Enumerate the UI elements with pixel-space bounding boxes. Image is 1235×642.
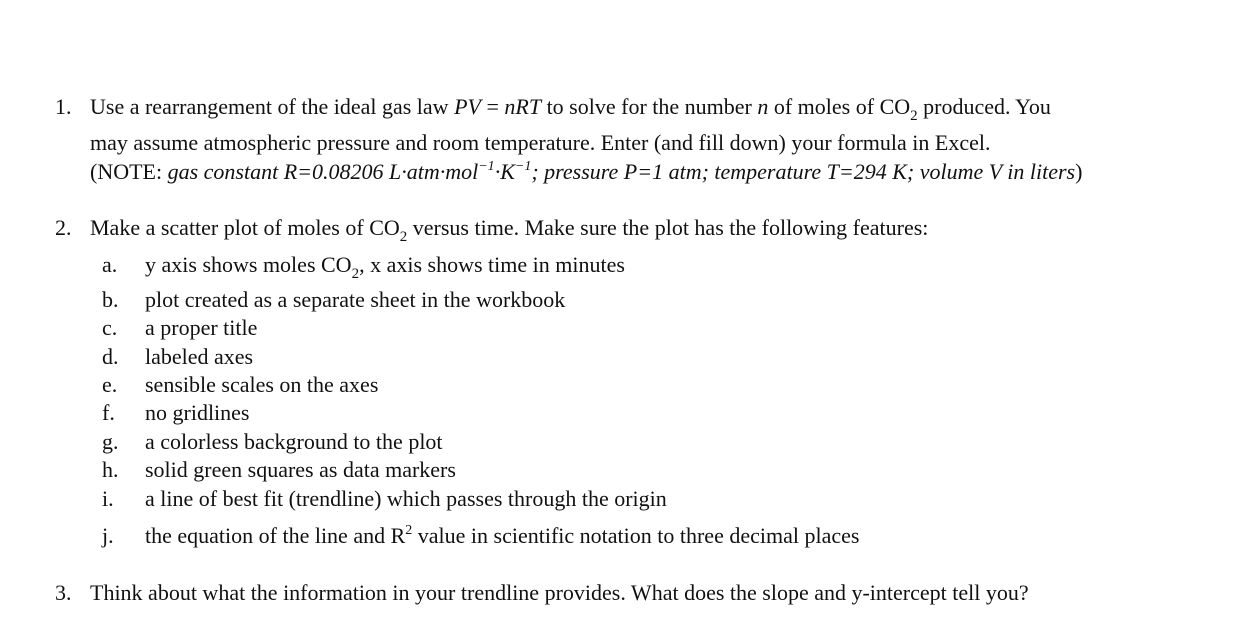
list-item: a colorless background to the plot — [145, 429, 443, 454]
q1-co2-subscript: 2 — [910, 108, 918, 124]
q1-text-a: Use a rearrangement of the ideal gas law — [90, 94, 455, 119]
question-2-line — [90, 215, 929, 245]
list-item-text: y axis shows moles CO — [145, 252, 352, 277]
question-2-number: 2. — [55, 215, 72, 240]
list-item-text: the equation of the line and R — [145, 523, 406, 548]
q1-note-k-exponent: −1 — [514, 159, 532, 174]
list-item-letter: d. — [102, 344, 119, 369]
list-item-text: , x axis shows time in minutes — [359, 252, 625, 277]
q1-n: n — [757, 94, 769, 119]
question-1-line-2: may assume atmospheric pressure and room temperature. Enter (and fill down) your formula in Excel. — [90, 130, 991, 155]
question-1-line-3 — [90, 159, 1082, 185]
list-item — [145, 523, 859, 549]
q1-equals: = — [480, 94, 505, 119]
q1-note-open: (NOTE: — [90, 159, 168, 184]
question-1-line-1 — [90, 94, 1051, 124]
list-item-letter: b. — [102, 287, 119, 312]
list-item: solid green squares as data markers — [145, 457, 456, 482]
q1-text-b: to solve for the number — [541, 94, 758, 119]
q1-pv: PV — [454, 94, 481, 119]
list-item-letter: j. — [102, 523, 114, 548]
q2-co2-subscript: 2 — [399, 229, 408, 245]
r-squared-superscript: 2 — [405, 523, 413, 538]
list-item-letter: c. — [102, 315, 118, 340]
list-item-letter: e. — [102, 372, 118, 397]
q1-note-gas-constant: gas constant R=0.08206 L·atm·mol — [167, 159, 479, 184]
list-item: labeled axes — [145, 344, 254, 369]
list-item: no gridlines — [145, 400, 250, 425]
co2-subscript: 2 — [351, 266, 360, 282]
q1-note-close: ) — [1075, 159, 1083, 184]
list-item-letter: h. — [102, 457, 119, 482]
list-item-letter: g. — [102, 429, 119, 454]
q2-text-b: versus time. Make sure the plot has the following features: — [407, 215, 929, 240]
q1-nrt: nRT — [504, 94, 542, 119]
list-item — [145, 252, 625, 282]
q2-text-a: Make a scatter plot of moles of CO — [90, 215, 400, 240]
question-1-number: 1. — [55, 94, 72, 119]
q1-text-d: produced. You — [917, 94, 1051, 119]
q1-note-k: ·K — [494, 159, 515, 184]
list-item: plot created as a separate sheet in the workbook — [145, 287, 566, 312]
q1-note-mol-exponent: −1 — [478, 159, 495, 174]
list-item-text: value in scientific notation to three decimal places — [412, 523, 860, 548]
question-3-line: Think about what the information in your trendline provides. What does the slope and y-intercept tell you? — [90, 580, 1029, 605]
q1-text-c: of moles of CO — [768, 94, 911, 119]
list-item-letter: i. — [102, 486, 114, 511]
list-item-letter: a. — [102, 252, 118, 277]
question-3-number: 3. — [55, 580, 72, 605]
q1-note-conditions: ; pressure P=1 atm; temperature T=294 K; volume V in liters — [531, 159, 1076, 184]
list-item: a line of best fit (trendline) which passes through the origin — [145, 486, 667, 511]
list-item: sensible scales on the axes — [145, 372, 379, 397]
list-item: a proper title — [145, 315, 258, 340]
list-item-letter: f. — [102, 400, 115, 425]
